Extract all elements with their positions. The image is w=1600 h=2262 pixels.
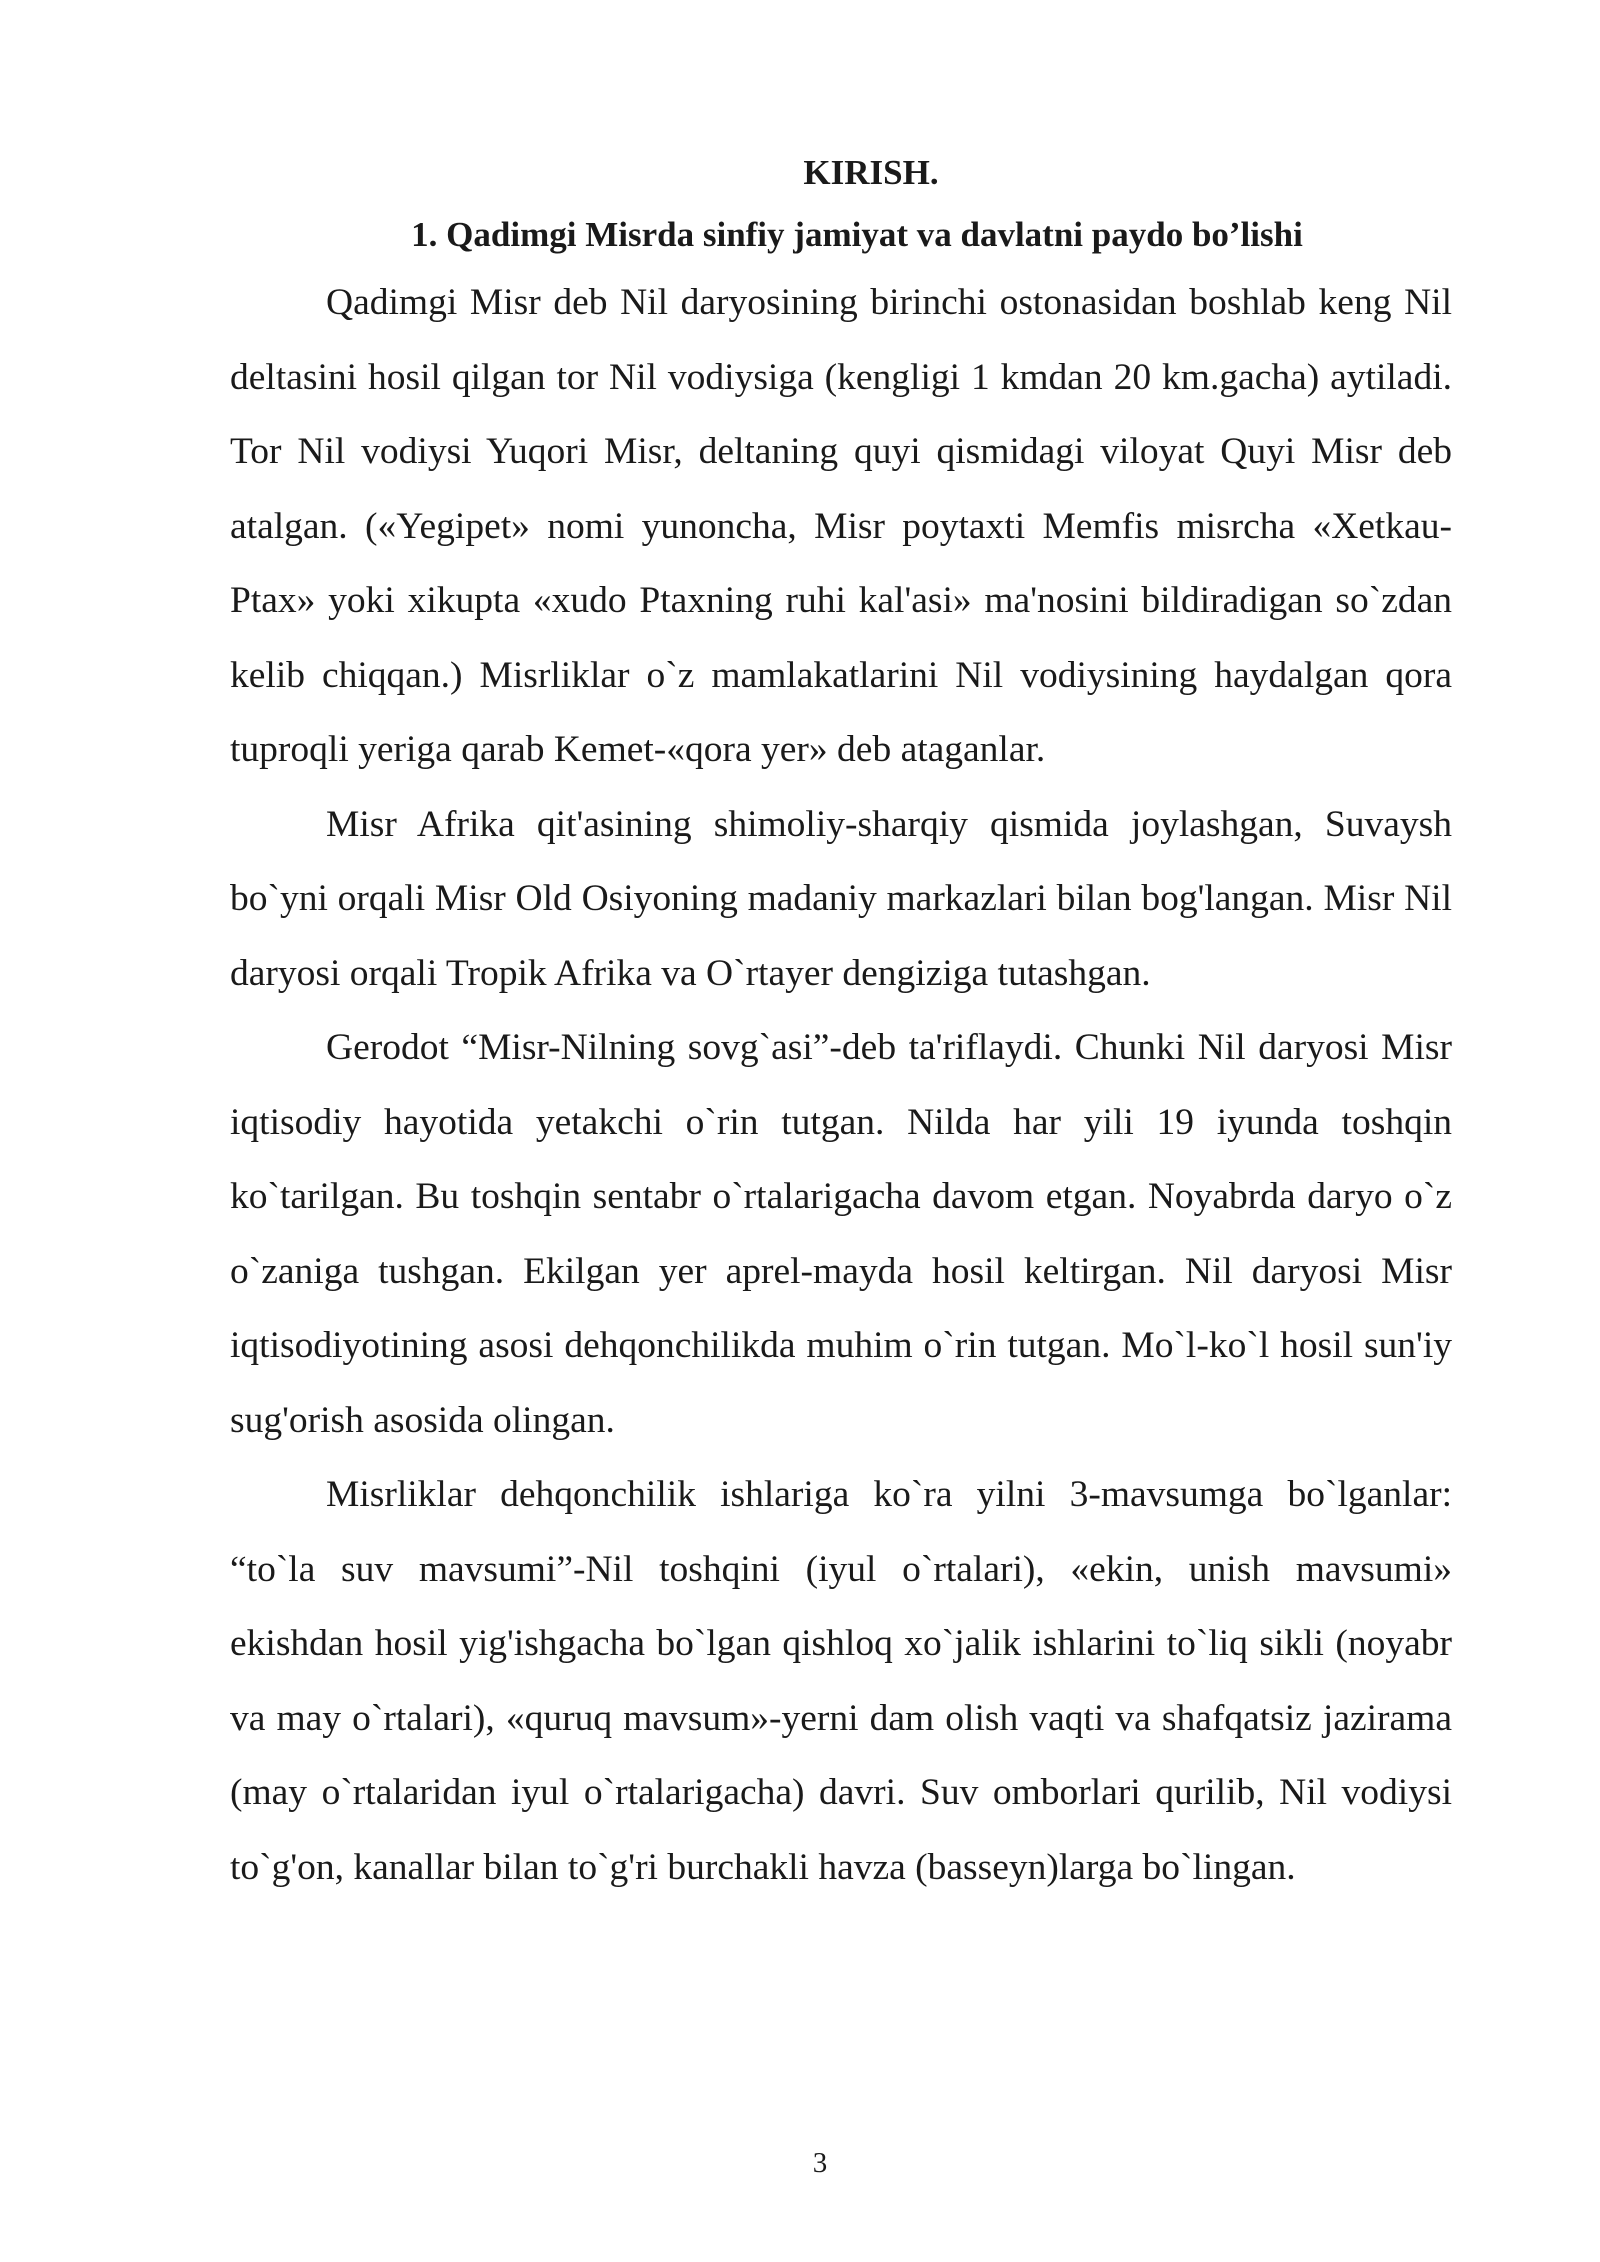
paragraph-4: Misrliklar dehqonchilik ishlariga ko`ra yilni 3-mavsumga bo`lganlar: “to`la suv mavsumi”-Nil toshqini (iyul o`rtalari), «ekin, unish mavsumi» ekishdan hosil yig'ishgacha bo`lgan qishloq xo`jalik ishlarini to`liq sikli (noyabr va may o`rtalari), «quruq mavsum»-yerni dam olish vaqti va shafqatsiz jazirama (may o`rtalaridan iyul o`rtalarigacha) davri. Suv omborlari qurilib, Nil vodiysi to`g'on, kanallar bilan to`g'ri burchakli havza (basseyn)larga bo`lingan. (230, 1474, 1452, 1888)
paragraph-1: Qadimgi Misr deb Nil daryosining birinchi ostonasidan boshlab keng Nil deltasini hosil qilgan tor Nil vodiysiga (kengligi 1 kmdan 20 km.gacha) aytiladi. Tor Nil vodiysi Yuqori Misr, deltaning quyi qismidagi viloyat Quyi Misr deb atalgan. («Yegipet» nomi yunoncha, Misr poytaxti Memfis misrcha «Xetkau-Ptax» yoki xikupta «xudo Ptaxning ruhi kal'asi» ma'nosini bildiradigan so`zdan kelib chiqqan.) Misrliklar o`z mamlakatlarini Nil vodiysining haydalgan qora tuproqli yeriga qarab Kemet-«qora yer» deb ataganlar. (230, 282, 1452, 770)
paragraph-2: Misr Afrika qit'asining shimoliy-sharqiy qismida joylashgan, Suvaysh bo`yni orqali Misr Old Osiyoning madaniy markazlari bilan bog'langan. Misr Nil daryosi orqali Tropik Afrika va O`rtayer dengiziga tutashgan. (230, 803, 1452, 994)
section-heading: 1. Qadimgi Misrda sinfiy jamiyat va davlatni paydo bo’lishi (411, 215, 1303, 254)
page-title: KIRISH. (803, 153, 939, 192)
page-number: 3 (812, 2147, 828, 2179)
page-content (230, 150, 1452, 1905)
paragraph-3: Gerodot “Misr-Nilning sovg`asi”-deb ta'riflaydi. Chunki Nil daryosi Misr iqtisodiy hayotida yetakchi o`rin tutgan. Nilda har yili 19 iyunda toshqin ko`tarilgan. Bu toshqin sentabr o`rtalarigacha davom etgan. Noyabrda daryo o`z o`zaniga tushgan. Ekilgan yer aprel-mayda hosil keltirgan. Nil daryosi Misr iqtisodiyotining asosi dehqonchilikda muhim o`rin tutgan. Mo`l-ko`l hosil sun'iy sug'orish asosida olingan. (230, 1027, 1452, 1441)
